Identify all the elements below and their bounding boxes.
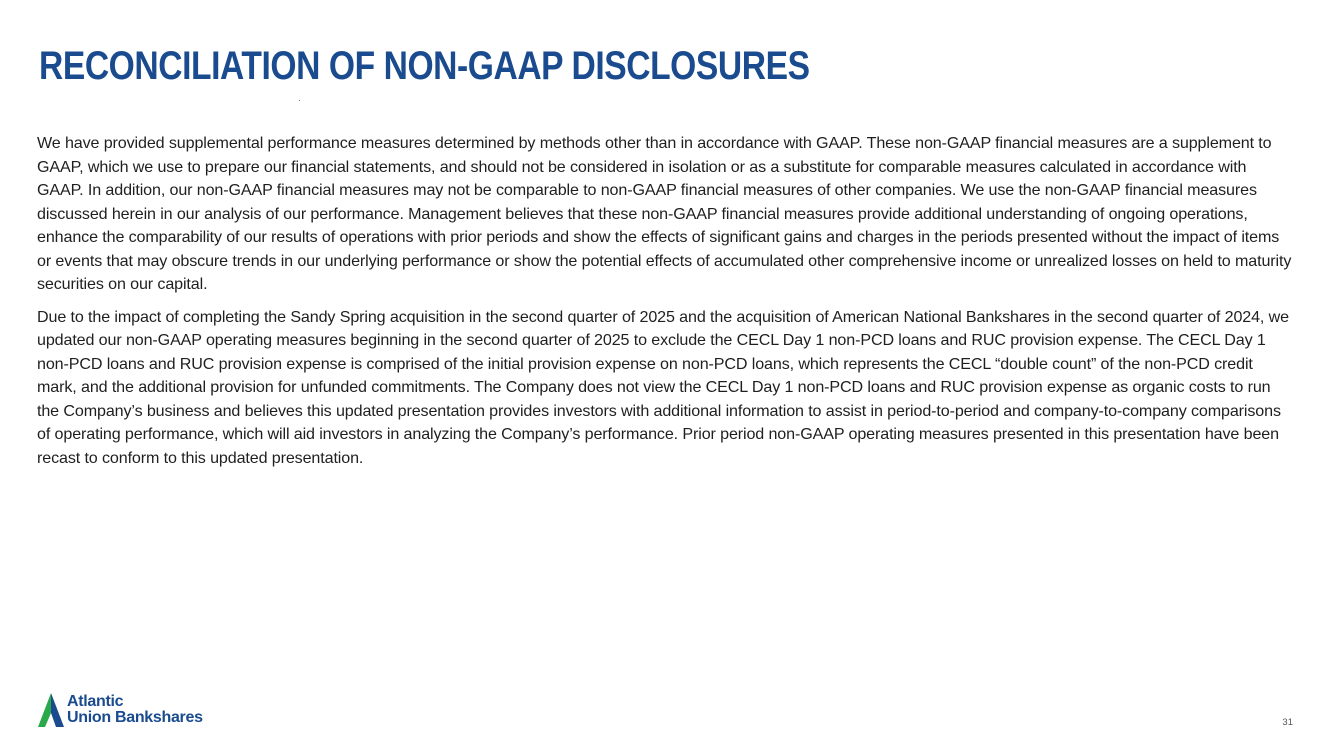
disclosure-body xyxy=(37,132,1293,470)
disclosure-paragraph-2: Due to the impact of completing the Sandy Spring acquisition in the second quarter of 2025 and the acquisition of American National Bankshares in the second quarter of 2024, we updated our non-GAAP operating measures beginning in the second quarter of 2025 to exclude the CECL Day 1 non-PCD loans and RUC provision expense. The CECL Day 1 non-PCD loans and RUC provision expense is comprised of the initial provision expense on non-PCD loans, which represents the CECL “double count” of the non-PCD credit mark, and the additional provision for unfunded commitments. The Company does not view the CECL Day 1 non-PCD loans and RUC provision expense as organic costs to run the Company’s business and believes this updated presentation provides investors with additional information to assist in period-to-period and company-to-company comparisons of operating performance, which will aid investors in analyzing the Company’s performance. Prior period non-GAAP operating measures presented in this presentation have been recast to conform to this updated presentation. xyxy=(37,307,1289,467)
company-logo xyxy=(38,692,203,728)
logo-wordmark xyxy=(67,694,203,727)
logo-line-1: Atlantic xyxy=(67,692,124,710)
page-title: RECONCILIATION OF NON-GAAP DISCLOSURES xyxy=(39,44,810,88)
title-underline-dot xyxy=(299,100,300,101)
atlantic-union-a-mark-icon xyxy=(38,693,64,727)
disclosure-paragraph-1: We have provided supplemental performance measures determined by methods other than in accordance with GAAP. These non-GAAP financial measures are a supplement to GAAP, which we use to prepare our financial statements, and should not be considered in isolation or as a substitute for comparable measures calculated in accordance with GAAP. In addition, our non-GAAP financial measures may not be comparable to non-GAAP financial measures of other companies. We use the non-GAAP financial measures discussed herein in our analysis of our performance. Management believes that these non-GAAP financial measures provide additional understanding of ongoing operations, enhance the comparability of our results of operations with prior periods and show the effects of significant gains and charges in the periods presented without the impact of items or events that may obscure trends in our underlying performance or show the potential effects of accumulated other comprehensive income or unrealized losses on held to maturity securities on our capital. xyxy=(37,134,1292,293)
logo-line-2: Union Bankshares xyxy=(67,709,203,726)
page-number: 31 xyxy=(1282,717,1293,728)
